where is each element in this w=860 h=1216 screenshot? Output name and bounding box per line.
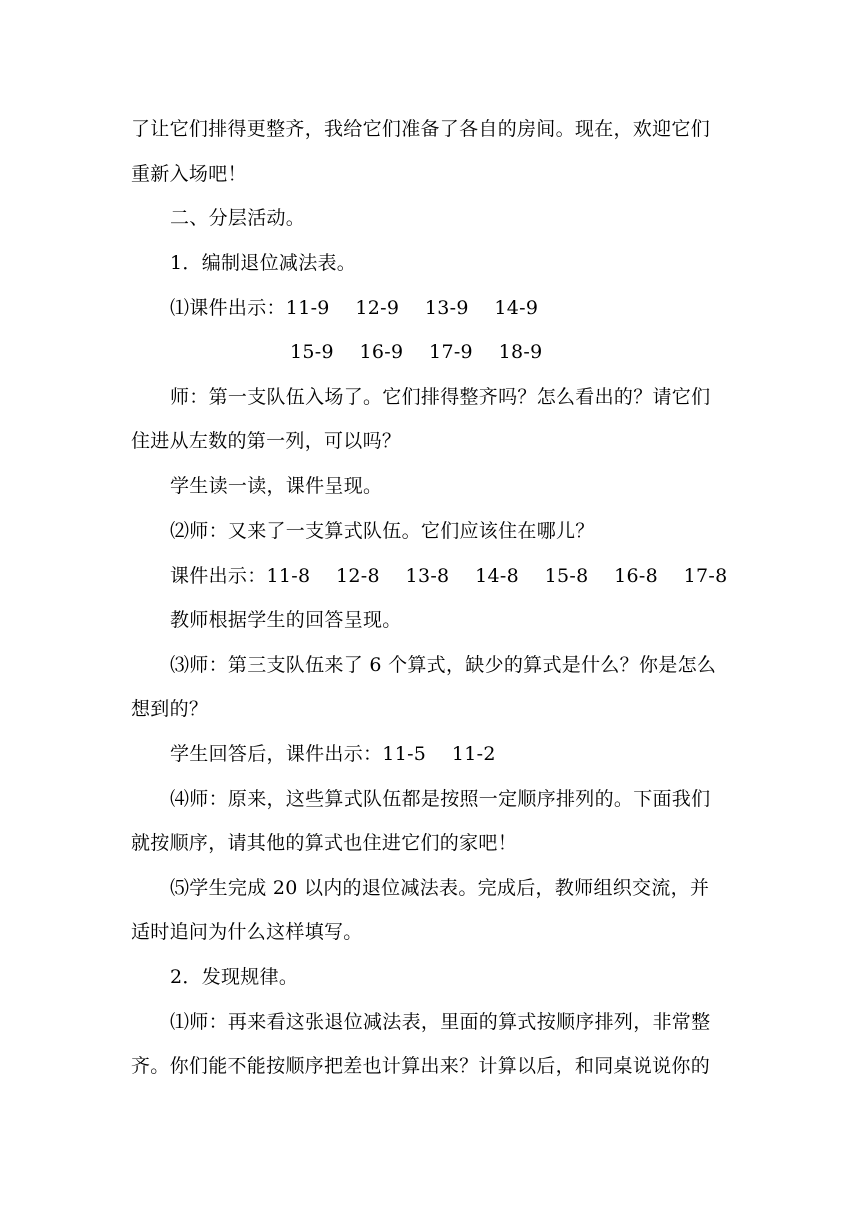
- paragraph-line: ⑵师：又来了一支算式队伍。它们应该住在哪儿？: [170, 520, 595, 542]
- courseware-equations-row-2: 15-9 16-9 17-9 18-9: [290, 341, 543, 363]
- paragraph-line: 师：第一支队伍入场了。它们排得整齐吗？怎么看出的？请它们: [170, 386, 711, 408]
- paragraph-line: 就按顺序，请其他的算式也住进它们的家吧！: [131, 832, 518, 854]
- paragraph-line: 学生回答后，课件出示：11-5 11-2: [170, 743, 496, 765]
- paragraph-line: 齐。你们能不能按顺序把差也计算出来？计算以后，和同桌说说你的: [131, 1055, 711, 1077]
- paragraph-line: 适时追问为什么这样填写。: [131, 921, 363, 943]
- paragraph-line: ⑸学生完成 20 以内的退位减法表。完成后，教师组织交流，并: [170, 877, 710, 899]
- subsection-heading: 2．发现规律。: [170, 966, 299, 988]
- subsection-heading: 1．编制退位减法表。: [170, 252, 357, 274]
- paragraph-line: 重新入场吧！: [131, 163, 247, 185]
- paragraph-line: 想到的？: [131, 698, 209, 720]
- paragraph-line: ⑷师：原来，这些算式队伍都是按照一定顺序排列的。下面我们: [170, 788, 711, 810]
- paragraph-line: 教师根据学生的回答呈现。: [170, 609, 402, 631]
- paragraph-line: ⑴师：再来看这张退位减法表，里面的算式按顺序排列，非常整: [170, 1011, 711, 1033]
- section-heading: 二、分层活动。: [170, 207, 306, 229]
- paragraph-line: 住进从左数的第一列，可以吗？: [131, 430, 402, 452]
- paragraph-line: 学生读一读，课件呈现。: [170, 475, 383, 497]
- courseware-equations-row-1: ⑴课件出示：11-9 12-9 13-9 14-9: [170, 297, 539, 319]
- paragraph-line: ⑶师：第三支队伍来了 6 个算式，缺少的算式是什么？你是怎么: [170, 654, 717, 676]
- paragraph-line: 了让它们排得更整齐，我给它们准备了各自的房间。现在，欢迎它们: [131, 118, 711, 140]
- courseware-equations-row-3: 课件出示：11-8 12-8 13-8 14-8 15-8 16-8 17-8: [170, 565, 728, 587]
